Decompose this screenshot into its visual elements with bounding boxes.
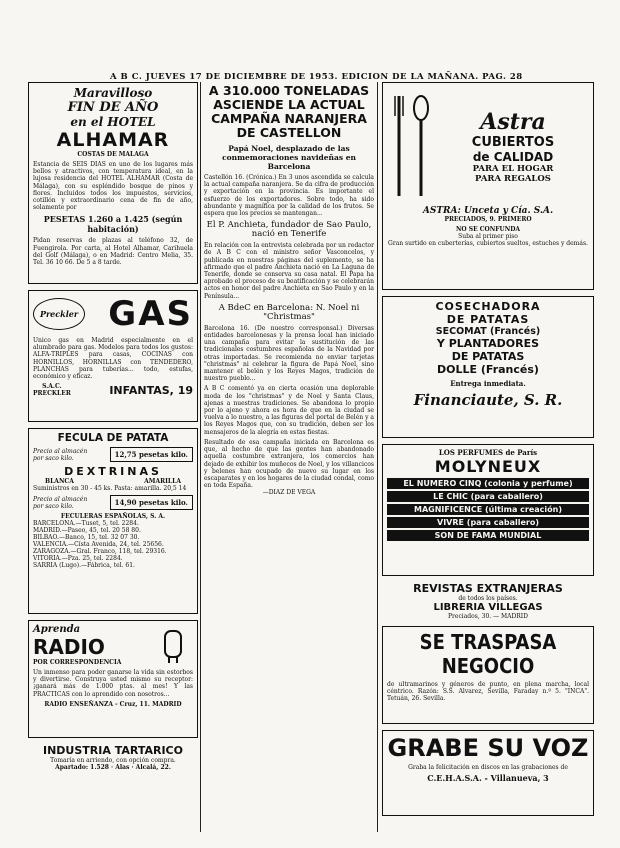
article-headline: A 310.000 TONELADAS ASCIENDE LA ACTUAL CAMPAÑA NARANJERA DE CASTELLON bbox=[208, 83, 370, 140]
radio-body: Un inmenso para poder ganarse la vida sin estorbos y divertirse. Construya usted mismo su receptor: ¡ganará más de 1.000 ptas. al mes! Y las PRACTICAS con lo aprendido con nosotros... bbox=[33, 669, 193, 698]
fecula-addr3: BILBAO.—Banco, 15, tel. 32 07 30. bbox=[33, 534, 140, 541]
alhamar-price: PESETAS 1.260 a 1.425 (según habitación) bbox=[43, 214, 183, 235]
article-subhead: Papá Noel, desplazado de las conmemoraciones navideñas en Barcelona bbox=[222, 144, 356, 171]
fecula-label3: Precio al almacén por saco kilo. bbox=[33, 495, 88, 510]
fecula-label1: Precio al almacén por saco kilo. bbox=[33, 447, 88, 462]
ad-fecula bbox=[28, 428, 198, 614]
grabe-firm: C.E.H.A.S.A. - Villanueva, 3 bbox=[427, 773, 549, 784]
alhamar-line1: Maravilloso bbox=[73, 86, 153, 100]
fecula-addr1: BARCELONA.—Tuset, 5, tel. 2284. bbox=[33, 520, 139, 527]
article-p1: Castellón 16. (Crónica.) En 3 unos ascendida se calcula la actual campaña naranjera. Se da cifra de producción y exportación en la provincia. Es importante el esfuerzo de los exportadores. Sobre todo, ha sido abundante y magnífica por la calidad de los frutos. Se espera que los precios se mantengan... bbox=[204, 174, 374, 218]
astra-note1: NO SE CONFUNDA bbox=[455, 226, 521, 233]
page-header: A B C. JUEVES 17 DE DICIEMBRE DE 1953. EDICION DE LA MAÑANA. PAG. 28 bbox=[110, 72, 523, 82]
column-rule-1 bbox=[200, 82, 201, 832]
fecula-addr4: VALENCIA.—Císta Avenida, 24, tel. 25656. bbox=[33, 541, 164, 548]
traspasa-title: SE TRASPASA NEGOCIO bbox=[419, 630, 557, 678]
molyneux-brand: MOLYNEUX bbox=[434, 457, 542, 476]
cosech-firm: Financiaute, S. R. bbox=[413, 391, 563, 409]
revistas-title: REVISTAS EXTRANJERAS bbox=[413, 582, 563, 595]
molyneux-i3: MAGNIFICENCE (última creación) bbox=[387, 504, 589, 515]
fecula-addr6: VITORIA.—Pza. 25, tel. 2284. bbox=[33, 555, 123, 562]
molyneux-i2: LE CHIC (para caballero) bbox=[387, 491, 589, 502]
cosech-l1: COSECHADORA bbox=[435, 300, 541, 313]
radio-w2: RADIO bbox=[33, 635, 105, 659]
article-p2: En relación con la entrevista celebrada por un redactor de A B C con el ministro señor Vasconcelos, y publicada en nuestras páginas del suplemento, se ha afirmado que el padre Anchieta nació en La Laguna de Tenerife, donde se conserva su casa natal. El Papa ha aprobado el proceso de su beatificación y se celebrarán actos en honor del padre Anchieta en Sao Paulo y en la Península... bbox=[204, 242, 374, 300]
molyneux-l0: LOS PERFUMES de París bbox=[438, 448, 538, 457]
fecula-addr2: MADRID.—Paseo, 45, tel. 20 58 80. bbox=[33, 527, 141, 534]
astra-note2: Suba al primer piso bbox=[458, 233, 518, 240]
molyneux-i5: SON DE FAMA MUNDIAL bbox=[387, 530, 589, 541]
astra-note3: Gran surtido en cuberterías, cubiertos sueltos, estuches y demás. bbox=[388, 240, 588, 247]
fecula-price1: 12,75 pesetas kilo. bbox=[110, 447, 193, 462]
astra-brand: Astra bbox=[480, 108, 546, 135]
cosech-l5: DE PATATAS bbox=[451, 350, 525, 363]
dextrina-blanca: BLANCA bbox=[45, 478, 74, 485]
ad-revistas bbox=[382, 582, 594, 620]
radio-w3: POR CORRESPONDENCIA bbox=[33, 659, 122, 666]
alhamar-line5: COSTAS DE MALAGA bbox=[77, 151, 149, 158]
column-rule-2 bbox=[377, 82, 378, 832]
alhamar-footer: Pidan reservas de plazas al teléfono 32, de Fuengirola. Por carta, al Hotel Alhamar, Carihuela del Golf (Málaga), o en Madrid: Centro Melia, 35. Tel. 36 10 66. De 5 a 8 tarde. bbox=[33, 237, 193, 267]
article-sub2: El P. Anchieta, fundador de Sao Paulo, nació en Tenerife bbox=[206, 220, 372, 240]
ad-grabe-su-voz bbox=[382, 730, 594, 816]
astra-l2: de CALIDAD bbox=[472, 149, 554, 164]
molyneux-i1: EL NUMERO CINQ (colonia y perfume) bbox=[387, 478, 589, 489]
revistas-firm: LIBRERIA VILLEGAS bbox=[433, 602, 543, 613]
article-p5: Resultado de esa campaña iniciada en Barcelona es que, al hecho de que las gentes han abandonado aquella costumbre extranjera, los comercios han dejado de exhibir los muñecos de Noel, y los villancicos y belenes han ocupado de nuevo su lugar en los escaparates y en los hogares de la ciudad condal, como en toda España. bbox=[204, 438, 374, 490]
gas-sac: S.A.C. bbox=[42, 383, 62, 391]
revistas-addr: Preciados, 30. — MADRID bbox=[447, 613, 528, 620]
radio-w1: Aprenda bbox=[33, 624, 81, 635]
alhamar-body: Estancia de SEIS DIAS en uno de los lugares más bellos y atractivos, con temperatura ideal, en la lujosa residencia del HOTEL ALHAMAR (Costa de Málaga), con su espléndido bosque de pinos y flores. Incluidos todos los impuestos, servicios, cotillón y extraordinario cena de fin de año, solamente por bbox=[33, 161, 193, 212]
article-signature: —DIAZ DE VEGA bbox=[262, 489, 316, 497]
cosech-l4: Y PLANTADORES bbox=[436, 337, 540, 350]
ad-preckler-gas bbox=[28, 290, 198, 422]
cosech-l2: DE PATATAS bbox=[446, 313, 530, 326]
alhamar-line3: en el HOTEL bbox=[70, 115, 156, 129]
gas-address: INFANTAS, 19 bbox=[109, 383, 193, 397]
cutlery-icon bbox=[387, 86, 437, 206]
fecula-price3: 14,90 pesetas kilo. bbox=[110, 495, 193, 510]
ad-cosechadora bbox=[382, 296, 594, 438]
fecula-addr7: SARRIA (Lugo).—Fábrica, tel. 61. bbox=[33, 562, 135, 569]
preckler-logo: Preckler bbox=[33, 298, 85, 330]
astra-l3: PARA EL HOGAR bbox=[472, 163, 554, 174]
revistas-sub: de todos los países. bbox=[458, 595, 518, 602]
fecula-addr5: ZARAGOZA.—Gral. Franco, 118, tel. 29316. bbox=[33, 548, 167, 555]
ad-hotel-alhamar bbox=[28, 82, 198, 284]
column-right bbox=[382, 82, 594, 842]
cosech-l7: Entrega inmediata. bbox=[450, 379, 526, 388]
alhamar-line2: FIN DE AÑO bbox=[67, 100, 159, 115]
grabe-title: GRABE SU VOZ bbox=[387, 734, 589, 762]
astra-l1: CUBIERTOS bbox=[471, 134, 555, 150]
cosech-l6: DOLLE (Francés) bbox=[437, 363, 539, 376]
article-sub3: A BdeC en Barcelona: N. Noel ni "Christmas" bbox=[218, 302, 360, 322]
ad-tartarico bbox=[28, 744, 198, 771]
article-p3: Barcelona 16. (De nuestro corresponsal.) Diversas entidades barcelonesas y la prensa local han iniciado una campaña para evitar la sustitución de las tradicionales costumbres españolas de la Navidad por otras importadas. Se recomienda no enviar tarjetas "christmas" ni celebrar la figura de Papá Noel, sino mantener el belén y los Reyes Magos, tradición de nuestro pueblo... bbox=[204, 324, 374, 383]
article-p4: A B C comentó ya en cierta ocasión una deplorable moda de los "christmas" y de Noel y Santa Claus, ajenas a nuestras tradiciones. Se abandona lo propio por lo ajeno y ahora es hora de que en la ciudad se vuelva a lo nuestro, a las figuras del portal de Belén y a los Reyes Magos que, con su tradición, deben ser los mensajeros de la alegría en estas fiestas. bbox=[204, 385, 374, 436]
gas-body: Unico gas en Madrid especialmente en el alumbrado para gas. Modelos para todos los gustos: ALFA-TRIPLES para casas, COCINAS con HORNILLOS, HORNILLAS con TENDEDERO, PLANCHAS para tuberías... todo, estufas, económico y eficaz. bbox=[33, 337, 193, 381]
tartarico-footer: Apartado: 1.528 · Alas · Alcalá, 22. bbox=[55, 764, 171, 772]
fecula-firm: FECULERAS ESPAÑOLAS, S. A. bbox=[60, 513, 166, 520]
astra-l4: PARA REGALOS bbox=[475, 173, 551, 184]
tartarico-body: Tomaría en arriendo, con opción compra. bbox=[50, 757, 176, 764]
astra-addr: PRECIADOS, 9. PRIMERO bbox=[444, 216, 532, 223]
ad-se-traspasa bbox=[382, 626, 594, 724]
molyneux-i4: VIVRE (para caballero) bbox=[387, 517, 589, 528]
fecula-line2: Suministros en 30 - 45 ks. Pasta: amarilla. 20,5 14 bbox=[33, 485, 187, 492]
column-left bbox=[28, 82, 198, 842]
radio-footer: RADIO ENSEÑANZA - Cruz, 11. MADRID bbox=[44, 700, 182, 708]
dextrina-amarilla: AMARILLA bbox=[144, 478, 181, 485]
gas-sac2: PRECKLER bbox=[33, 390, 71, 398]
ad-astra bbox=[382, 82, 594, 290]
tartarico-title: INDUSTRIA TARTARICO bbox=[43, 744, 183, 757]
fecula-title: FECULA DE PATATA bbox=[57, 432, 169, 444]
ad-radio bbox=[28, 620, 198, 738]
dextrinas-title: DEXTRINAS bbox=[64, 465, 162, 478]
astra-firm: ASTRA: Unceta y Cía. S.A. bbox=[422, 206, 554, 216]
traspasa-body: de ultramarinos y géneros de punto, en plena marcha, local céntrico. Razón: S.S. Alvarez, Sevilla, Faraday n.º 5. "INCA". Tetuán, 26. Sevilla. bbox=[387, 681, 589, 703]
cosech-l3: SECOMAT (Francés) bbox=[435, 326, 541, 337]
ad-molyneux bbox=[382, 444, 594, 576]
grabe-body: Graba la felicitación en discos en las grabaciones de bbox=[408, 764, 568, 771]
gas-title: GAS bbox=[108, 294, 193, 334]
alhamar-line4: ALHAMAR bbox=[56, 129, 170, 151]
radio-tube-icon bbox=[153, 625, 193, 665]
column-center bbox=[204, 82, 374, 842]
